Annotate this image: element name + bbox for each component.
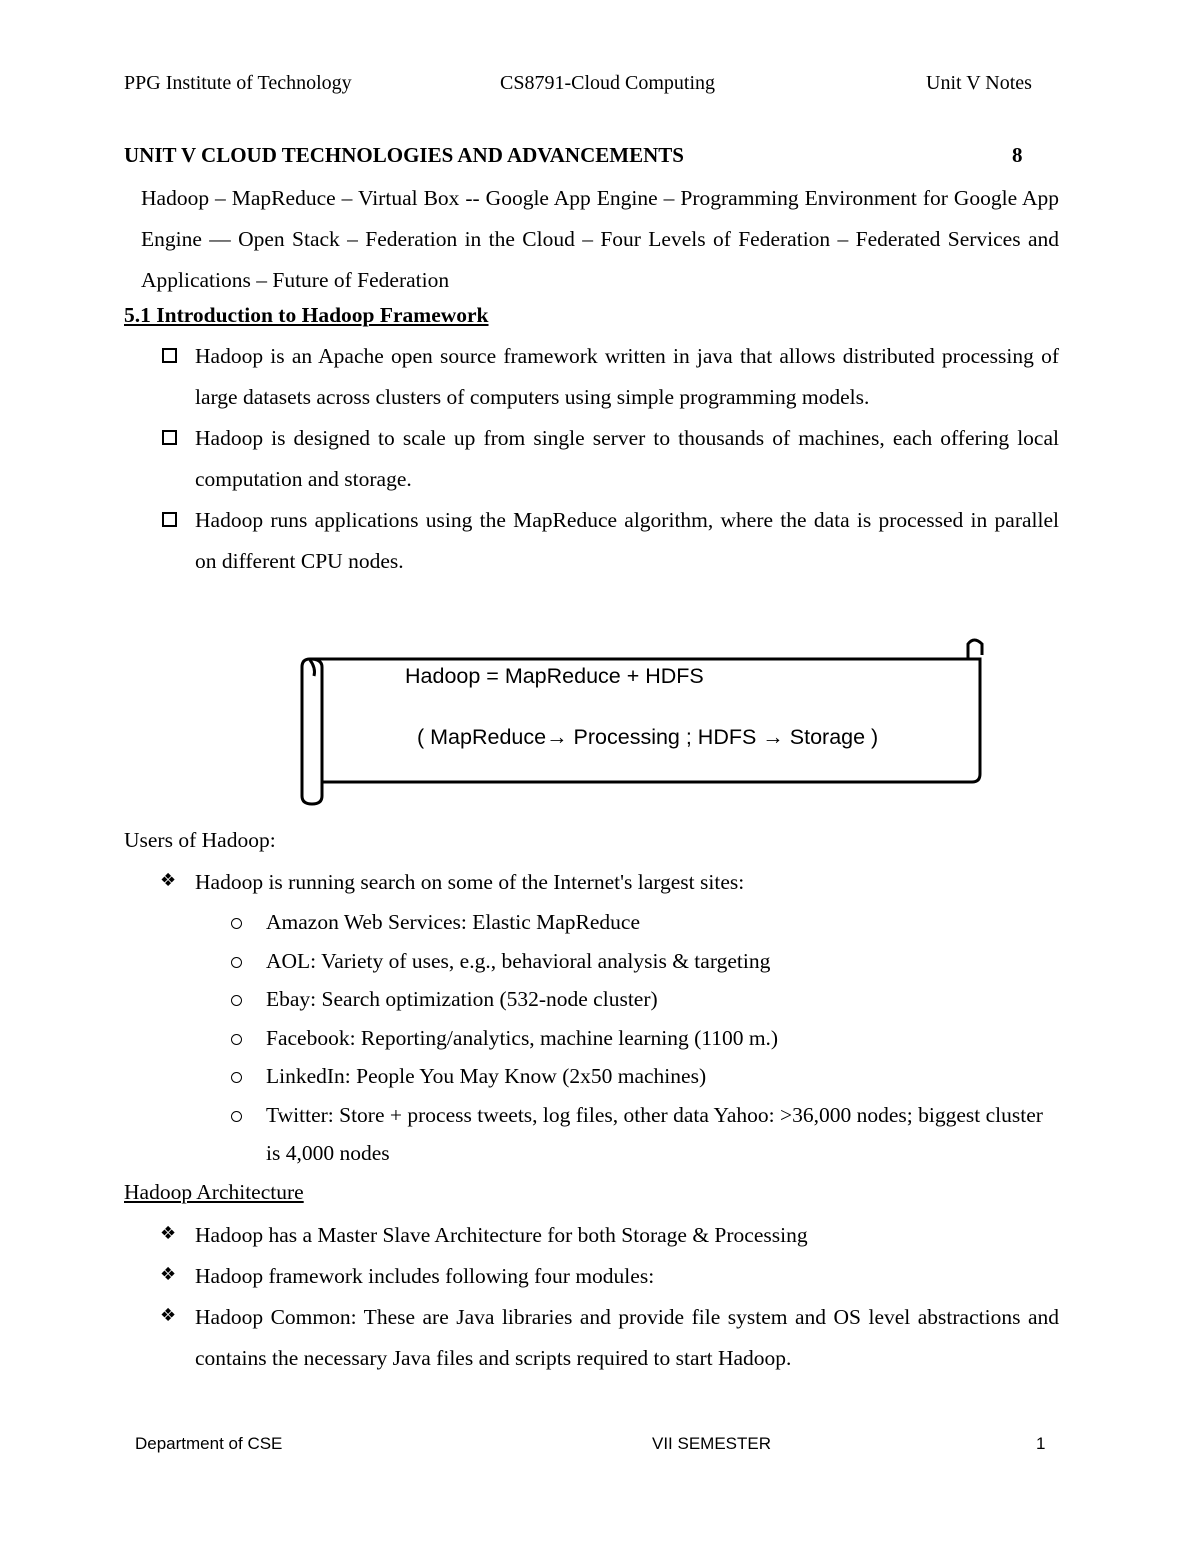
user-text: Ebay: Search optimization (532-node cluster) xyxy=(266,987,658,1011)
hollow-circle-icon xyxy=(231,918,242,929)
hollow-circle-icon xyxy=(231,995,242,1006)
list-item xyxy=(160,336,1059,418)
list-item xyxy=(160,500,1059,582)
scroll-banner xyxy=(296,630,996,810)
list-item xyxy=(160,1256,1059,1297)
list-item xyxy=(160,1297,1059,1379)
hollow-circle-icon xyxy=(231,957,242,968)
user-text: LinkedIn: People You May Know (2x50 machines) xyxy=(266,1064,707,1088)
list-item xyxy=(231,942,1059,981)
header-course: CS8791-Cloud Computing xyxy=(500,72,716,94)
list-item xyxy=(231,1057,1059,1096)
footer-department: Department of CSE xyxy=(135,1434,283,1453)
checkbox-icon xyxy=(162,512,177,527)
list-item xyxy=(160,1215,1059,1256)
four-diamond-icon: ❖ xyxy=(160,1223,177,1244)
unit-topics: Hadoop – MapReduce – Virtual Box -- Google App Engine – Programming Environment for Google App Engine –– Open Stack – Federation in the Cloud – Four Levels of Federation – Federated Services and Applications – Future of Federation xyxy=(141,186,1059,292)
users-intro-list xyxy=(160,862,1059,903)
users-heading: Users of Hadoop: xyxy=(124,828,276,852)
bullet-text: Hadoop has a Master Slave Architecture for both Storage & Processing xyxy=(195,1223,808,1247)
list-item xyxy=(160,862,1059,903)
footer-semester: VII SEMESTER xyxy=(652,1434,772,1453)
user-text: Twitter: Store + process tweets, log files, other data Yahoo: >36,000 nodes; biggest cluster is 4,000 nodes xyxy=(266,1102,1043,1165)
scroll-line-2: ( MapReduce→ Processing ; HDFS → Storage ) xyxy=(417,725,879,749)
intro-bullet-list xyxy=(160,336,1059,582)
header-institute: PPG Institute of Technology xyxy=(124,72,352,94)
checkbox-icon xyxy=(162,430,177,445)
list-item xyxy=(231,1096,1059,1173)
architecture-list xyxy=(160,1215,1059,1379)
hollow-circle-icon xyxy=(231,1034,242,1045)
bullet-text: Hadoop framework includes following four modules: xyxy=(195,1264,655,1288)
architecture-heading: Hadoop Architecture xyxy=(124,1180,304,1204)
four-diamond-icon: ❖ xyxy=(160,1305,177,1326)
users-list xyxy=(231,903,1059,1173)
bullet-text: Hadoop is designed to scale up from single server to thousands of machines, each offering local computation and storage. xyxy=(195,426,1059,491)
user-text: Amazon Web Services: Elastic MapReduce xyxy=(266,910,641,934)
bullet-text: Hadoop Common: These are Java libraries and provide file system and OS level abstractions and contains the necessary Java files and scripts required to start Hadoop. xyxy=(195,1305,1059,1370)
page-number: 1 xyxy=(1036,1434,1046,1453)
user-text: Facebook: Reporting/analytics, machine learning (1100 m.) xyxy=(266,1025,779,1050)
bullet-text: Hadoop is running search on some of the Internet's largest sites: xyxy=(195,870,745,894)
four-diamond-icon: ❖ xyxy=(160,870,177,891)
bullet-text: Hadoop is an Apache open source framework written in java that allows distributed processing of large datasets across clusters of computers using simple programming models. xyxy=(195,344,1059,409)
unit-title: UNIT V CLOUD TECHNOLOGIES AND ADVANCEMENTS xyxy=(124,143,684,167)
list-item xyxy=(231,980,1059,1019)
list-item xyxy=(231,903,1059,942)
user-text: AOL: Variety of uses, e.g., behavioral analysis & targeting xyxy=(266,948,771,973)
scroll-line-1: Hadoop = MapReduce + HDFS xyxy=(405,664,704,688)
section-heading: 5.1 Introduction to Hadoop Framework xyxy=(124,303,489,327)
hollow-circle-icon xyxy=(231,1072,242,1083)
four-diamond-icon: ❖ xyxy=(160,1264,177,1285)
list-item xyxy=(160,418,1059,500)
hollow-circle-icon xyxy=(231,1111,242,1122)
bullet-text: Hadoop runs applications using the MapReduce algorithm, where the data is processed in parallel on different CPU nodes. xyxy=(195,508,1059,573)
list-item xyxy=(231,1019,1059,1058)
checkbox-icon xyxy=(162,348,177,363)
header-notes: Unit V Notes xyxy=(926,72,1032,94)
unit-hours: 8 xyxy=(1012,143,1023,167)
